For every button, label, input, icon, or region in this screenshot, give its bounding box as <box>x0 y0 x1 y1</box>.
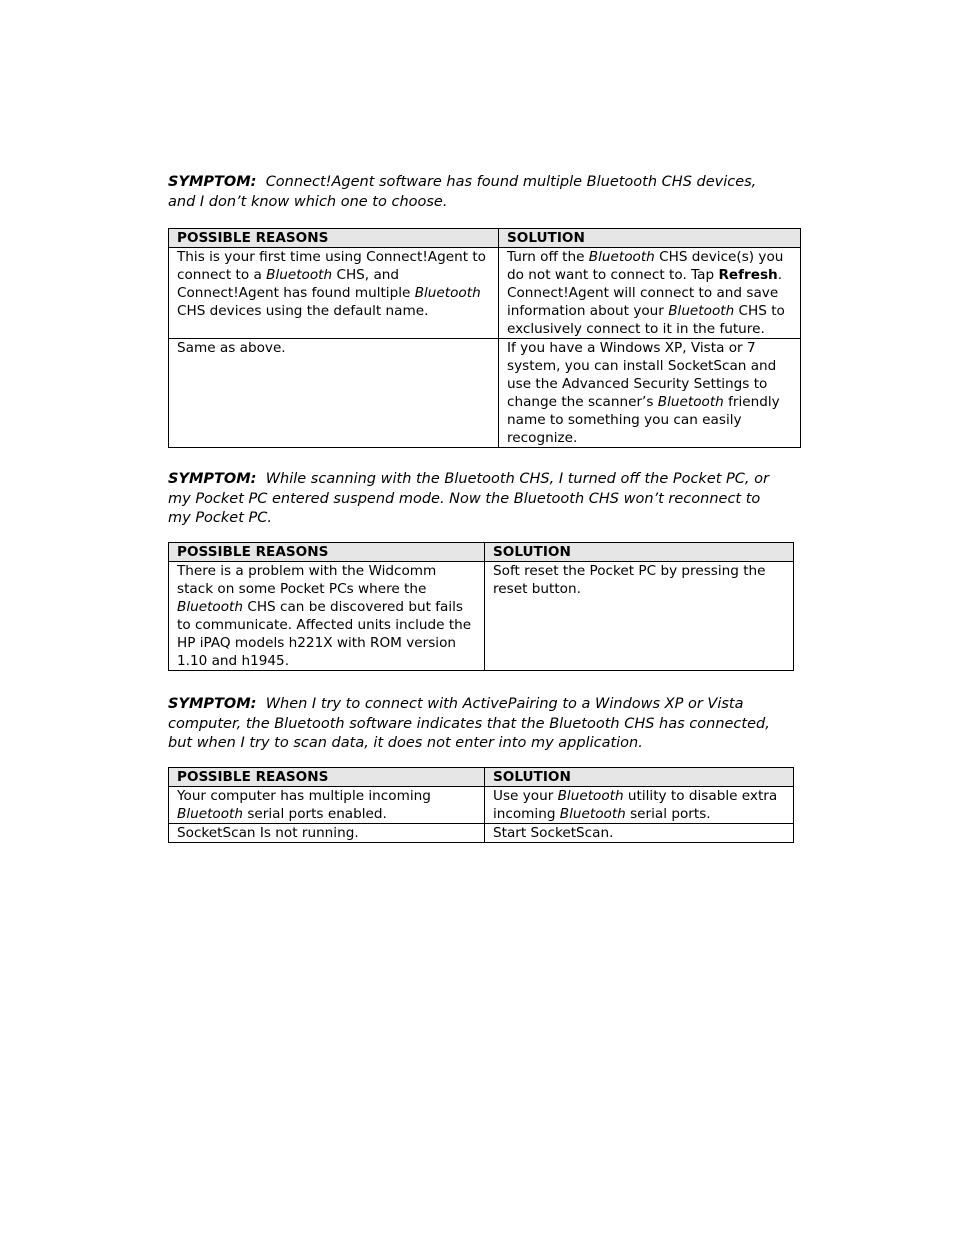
symptom-colon: : <box>250 174 257 190</box>
header-solution: SOLUTION <box>485 543 794 562</box>
table-header-row <box>169 768 794 787</box>
solution-cell: If you have a Windows XP, Vista or 7 system, you can install SocketScan and use the Advanced Security Settings to change the scanner’s Bluetooth friendly name to something you can easily recognize. <box>499 339 801 448</box>
symptom-text: When I try to connect with ActivePairing to a Windows XP or Vista computer, the Bluetooth software indicates that the Bluetooth CHS has connected, but when I try to scan data, it does not enter into my application. <box>168 696 770 751</box>
reason-cell: Your computer has multiple incoming Bluetooth serial ports enabled. <box>169 787 485 824</box>
symptom-text: Connect!Agent software has found multiple Bluetooth CHS devices, and I don’t know which one to choose. <box>168 174 757 210</box>
symptom-1 <box>168 173 768 212</box>
symptom-label: SYMPTOM <box>168 696 251 712</box>
table-row <box>169 248 801 339</box>
reason-cell: There is a problem with the Widcomm stack on some Pocket PCs where the Bluetooth CHS can be discovered but fails to communicate. Affected units include the HP iPAQ models h221X with ROM version 1.10 and h1945. <box>169 562 485 671</box>
symptom-text: While scanning with the Bluetooth CHS, I turned off the Pocket PC, or my Pocket PC entered suspend mode. Now the Bluetooth CHS won’t reconnect to my Pocket PC. <box>168 471 769 526</box>
solution-cell: Soft reset the Pocket PC by pressing the reset button. <box>485 562 794 671</box>
header-possible-reasons: POSSIBLE REASONS <box>169 768 485 787</box>
symptom-colon: : <box>250 696 257 712</box>
table-header-row <box>169 543 794 562</box>
table-row <box>169 824 794 843</box>
table-header-row <box>169 229 801 248</box>
header-possible-reasons: POSSIBLE REASONS <box>169 229 499 248</box>
table-row <box>169 562 794 671</box>
header-possible-reasons: POSSIBLE REASONS <box>169 543 485 562</box>
symptom-label: SYMPTOM <box>168 471 251 487</box>
header-solution: SOLUTION <box>485 768 794 787</box>
solution-cell: Start SocketScan. <box>485 824 794 843</box>
reason-cell: SocketScan Is not running. <box>169 824 485 843</box>
table-row <box>169 339 801 448</box>
troubleshoot-table-2 <box>168 542 794 671</box>
symptom-2 <box>168 470 780 529</box>
symptom-colon: : <box>250 471 257 487</box>
reason-cell: This is your first time using Connect!Agent to connect to a Bluetooth CHS, and Connect!Agent has found multiple Bluetooth CHS devices using the default name. <box>169 248 499 339</box>
solution-cell: Turn off the Bluetooth CHS device(s) you do not want to connect to. Tap Refresh. Connect!Agent will connect to and save information about your Bluetooth CHS to exclusively connect to it in the future. <box>499 248 801 339</box>
reason-cell: Same as above. <box>169 339 499 448</box>
troubleshoot-table-1 <box>168 228 801 448</box>
table-row <box>169 787 794 824</box>
header-solution: SOLUTION <box>499 229 801 248</box>
solution-cell: Use your Bluetooth utility to disable extra incoming Bluetooth serial ports. <box>485 787 794 824</box>
symptom-label: SYMPTOM <box>168 174 251 190</box>
symptom-3 <box>168 695 780 754</box>
troubleshoot-table-3 <box>168 767 794 843</box>
